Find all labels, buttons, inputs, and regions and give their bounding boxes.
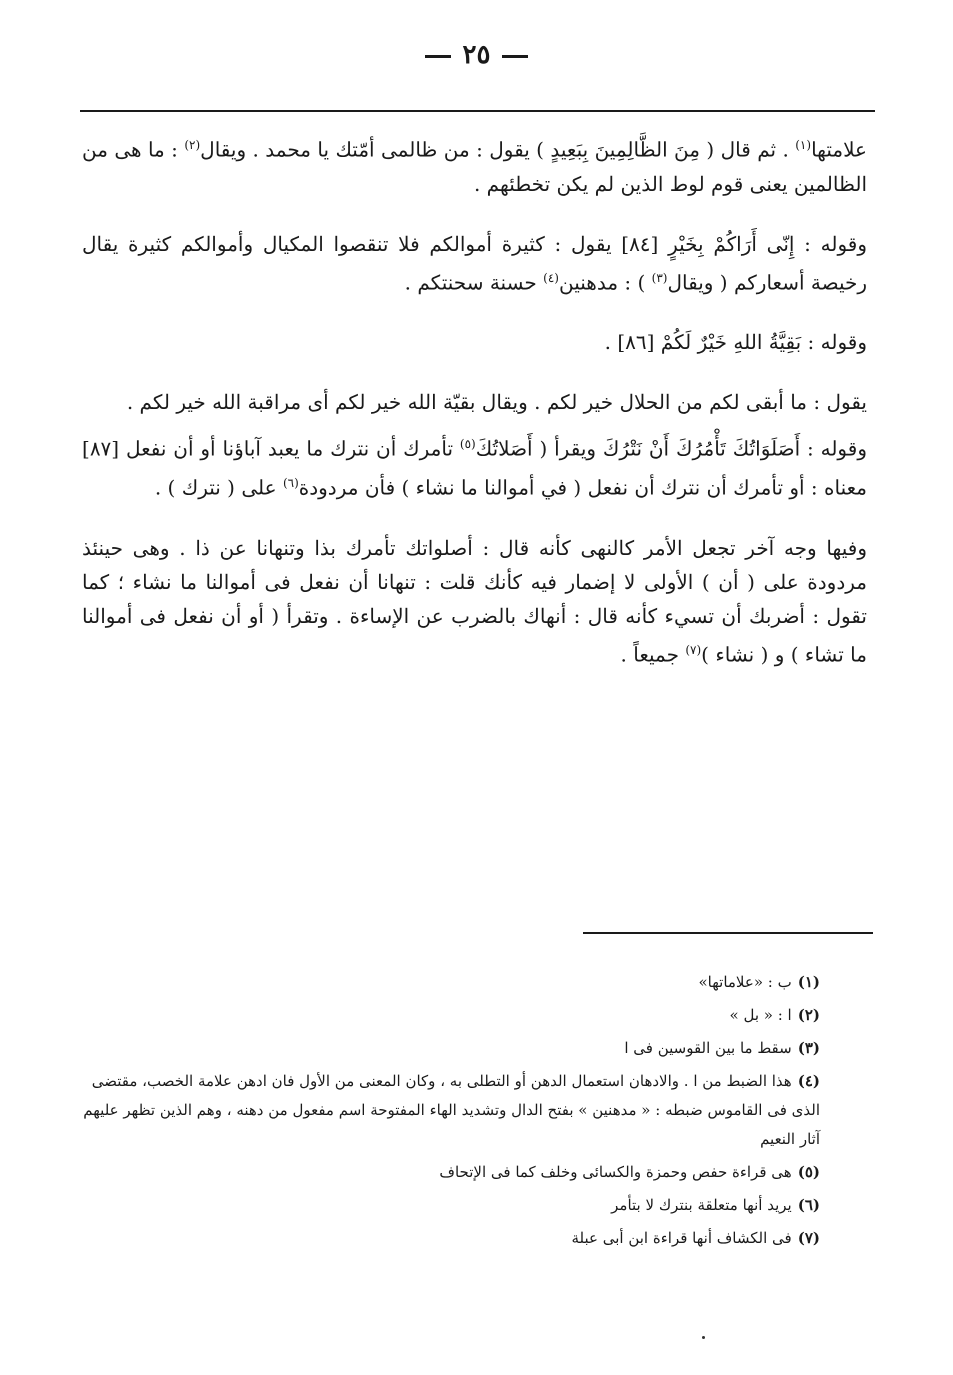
footnote-text: سقط ما بين القوسين فى ا <box>624 1039 792 1057</box>
text-segment: وقوله : أَصَلَوَاتُكَ تَأْمُرُكَ أَنْ نَتْرُكَ ويقرأ ( أَصَلاتُكَ <box>475 436 867 461</box>
text-segment: حسنة سحنتكم . <box>404 270 544 295</box>
text-segment: وقوله : إِنّى أَرَاكُمْ بِخَيْرٍ [٨٤] يقول : كثيرة أموالكم فلا تنقصوا المكيال وأموالكم كثيرة يقال رخيصة أسعاركم ( ويقال <box>82 231 868 295</box>
footnote <box>82 1158 820 1187</box>
footnote-number: (٧) <box>797 1229 820 1247</box>
footnote-reference: (٦) <box>282 475 299 490</box>
footnote-reference: (٥) <box>459 437 476 452</box>
paragraph-p1 <box>82 128 867 201</box>
footnote-number: (٦) <box>797 1196 820 1214</box>
text-segment: يقول : ما أبقى لكم من الحلال خير لكم . ويقال بقيّة الله خير لكم أى مراقبة الله خير لكم . <box>126 390 867 415</box>
main-text <box>82 128 867 697</box>
footnote-separator <box>583 932 873 934</box>
paragraph-p6 <box>82 531 867 672</box>
footnote-text: فى الكشاف أنها قراءة ابن أبى عبلة <box>571 1229 792 1247</box>
footnote-text: هذا الضبط من ا . والادهان استعمال الدهن أو التطلى به ، وكان المعنى من الأول فان ادهن علامة الخصب، مقتضى الذى فى القاموس ضبطه : « مدهنين » بفتح الدال وتشديد الهاء المفتوحة اسم مفعول من دهنه ، وهم الذين تظهر عليهم آثار النعيم <box>83 1072 820 1148</box>
text-segment: جميعاً . <box>620 642 686 667</box>
paragraph-p2 <box>82 227 867 300</box>
footnote-number: (١) <box>797 973 820 991</box>
footnote-number: (٢) <box>797 1006 820 1024</box>
footnote-number: (٣) <box>797 1039 820 1057</box>
header-rule <box>80 110 875 112</box>
paragraph-p5 <box>82 427 867 504</box>
footnote <box>82 1001 820 1030</box>
footnote-reference: (٢) <box>184 138 201 152</box>
footnote-text: ا : « بل » <box>729 1006 792 1024</box>
text-segment: وفيها وجه آخر تجعل الأمر كالنهى كأنه قال : أصلواتك تأمرك بذا وتنهانا عن ذا . وهى حينئذ مردودة على ( أن ) الأولى لا إضمار فيه كأنك قلت : تنهانا أن نفعل فى أموالنا ما نشاء ؛ كما تقول : أضربك أن تسيء كأنه قال : أنهاك بالضرب عن الإساءة . وتقرأ ( أو أن نفعل فى أموالنا ما تشاء ) و ( نشاء ) <box>82 535 867 667</box>
text-segment: : ما هى من الظالمين يعنى قوم لوط الذين لم يكن تخطئهم . <box>82 137 867 196</box>
page-number <box>0 40 953 70</box>
footnote-reference: (٣) <box>651 270 668 285</box>
footnote <box>82 1067 820 1154</box>
footnote-text: يريد أنها متعلقة بنترك لا بتأمر <box>611 1196 792 1214</box>
text-segment: تأمرك أن نترك ما يعبد آباؤنا أو أن نفعل [٨٧] معناه : أو تأمرك أن نترك أن نفعل ( في أموالنا ما نشاء ) فأن مردودة <box>82 436 867 500</box>
footnote <box>82 1191 820 1220</box>
footnote <box>82 1224 820 1253</box>
footnote-number: (٤) <box>797 1072 820 1090</box>
text-segment: علامتها <box>811 137 867 162</box>
footnote-reference: (٤) <box>543 270 559 285</box>
footnote-number: (٥) <box>797 1163 820 1181</box>
text-segment: وقوله : بَقِيَّةُ اللهِ خَيْرٌ لَكُمْ [٨٦] . <box>604 330 867 355</box>
footnote-text: هى قراءة حفص وحمزة والكسائى وخلف كما فى الإتحاف <box>439 1163 792 1181</box>
footnote-text: ب : «علاماتها» <box>698 973 792 991</box>
text-segment: ) : مدهنين <box>558 270 652 295</box>
page-number-dash-left <box>425 55 451 58</box>
text-segment: على ( نترك ) . <box>154 475 283 500</box>
paragraph-p3 <box>82 325 867 359</box>
page-number-dash-right <box>502 55 528 58</box>
scan-speck <box>702 1336 705 1339</box>
footnote <box>82 968 820 997</box>
footnote-reference: (١) <box>795 138 812 152</box>
paragraph-p4 <box>82 385 867 419</box>
page-number-text: ٢٥ <box>462 40 491 70</box>
footnote-reference: (٧) <box>685 642 702 657</box>
footnote <box>82 1034 820 1063</box>
footnotes <box>82 968 820 1257</box>
text-segment: . ثم قال ( مِنَ الظَّالِمِينَ بِبَعِيدٍ ) يقول : من ظالمى أمّتك يا محمد . ويقال <box>200 137 796 162</box>
